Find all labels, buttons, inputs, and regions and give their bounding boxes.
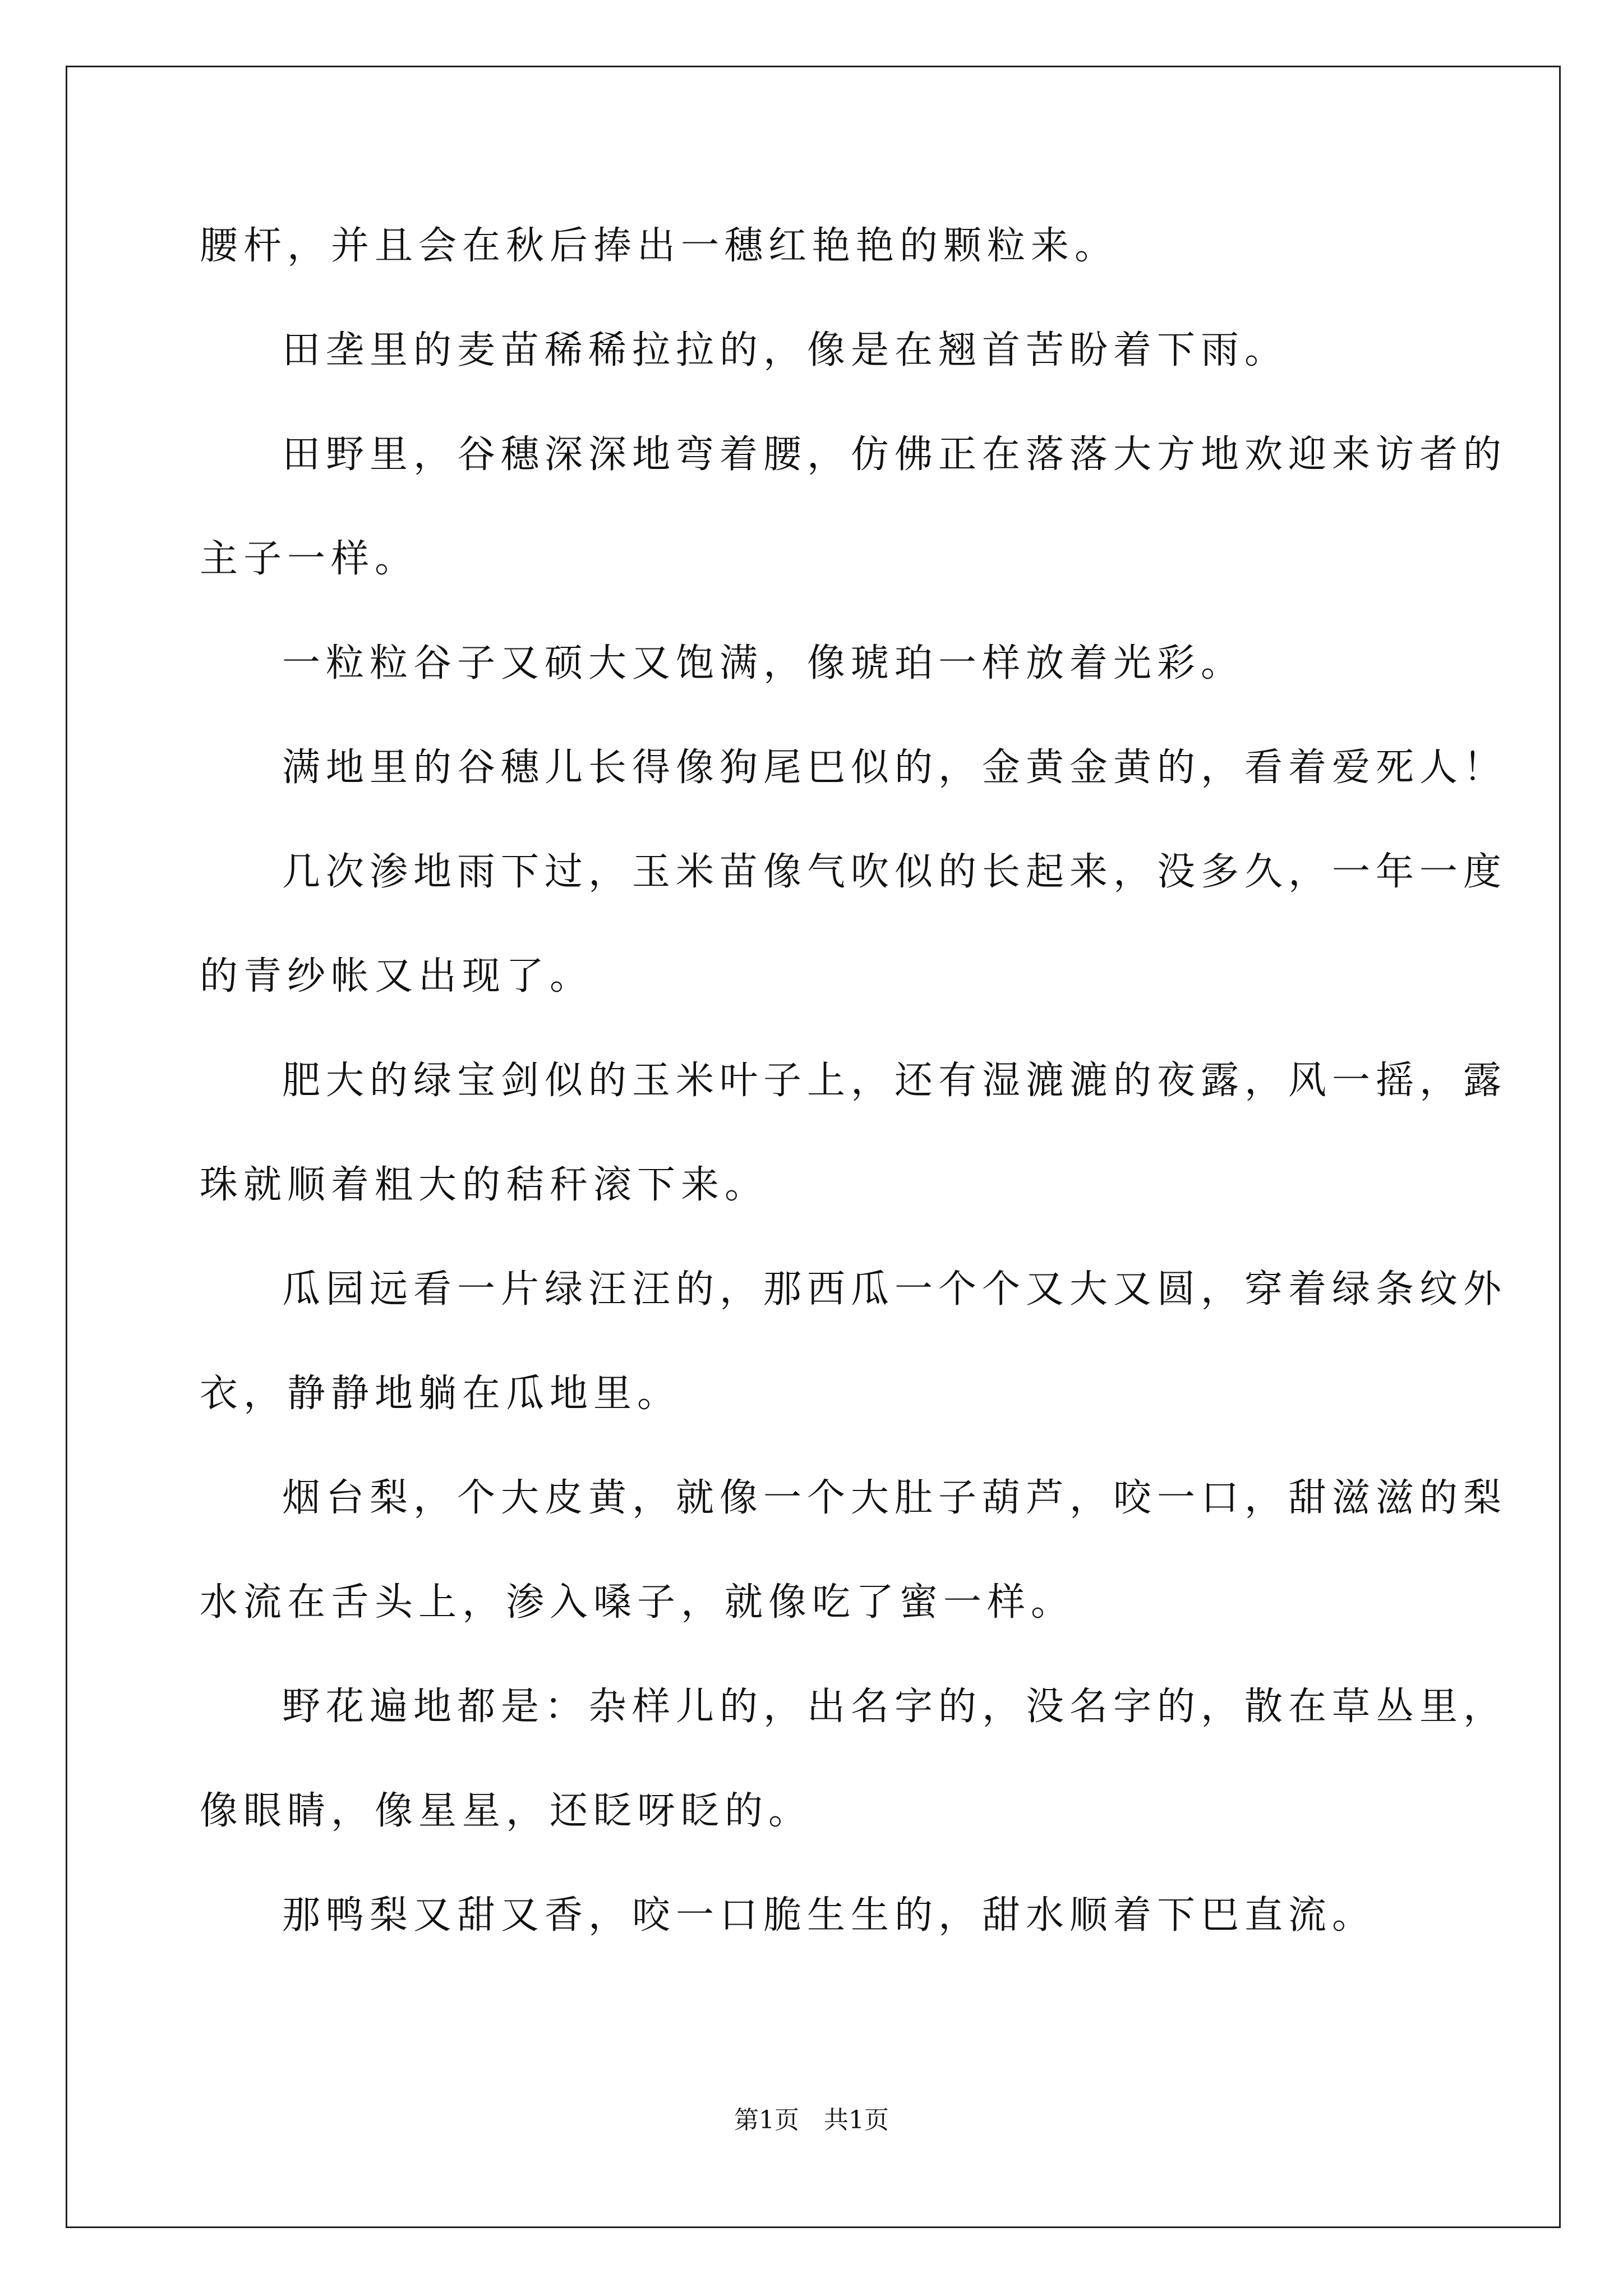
text-line: 腰杆，并且会在秋后捧出一穗红艳艳的颗粒来。 <box>200 224 1119 268</box>
text-line: 瓜园远看一片绿汪汪的，那西瓜一个个又大又圆，穿着绿条纹外 <box>282 1267 1507 1312</box>
text-line: 像眼睛，像星星，还眨呀眨的。 <box>200 1789 813 1833</box>
text-line: 烟台梨，个大皮黄，就像一个大肚子葫芦，咬一口，甜滋滋的梨 <box>282 1476 1507 1520</box>
page-footer <box>0 2104 1623 2137</box>
text-line: 满地里的谷穗儿长得像狗尾巴似的，金黄金黄的，看着爱死人！ <box>282 746 1507 790</box>
text-line: 田垄里的麦苗稀稀拉拉的，像是在翘首苦盼着下雨。 <box>282 328 1289 372</box>
text-line: 那鸭梨又甜又香，咬一口脆生生的，甜水顺着下巴直流。 <box>282 1893 1376 1938</box>
text-line: 野花遍地都是：杂样儿的，出名字的，没名字的，散在草丛里， <box>282 1685 1507 1729</box>
text-line: 一粒粒谷子又硕大又饱满，像琥珀一样放着光彩。 <box>282 641 1245 685</box>
text-line: 的青纱帐又出现了。 <box>200 954 594 999</box>
text-line: 肥大的绿宝剑似的玉米叶子上，还有湿漉漉的夜露，风一摇，露 <box>282 1059 1507 1103</box>
text-line: 水流在舌头上，渗入嗓子，就像吃了蜜一样。 <box>200 1580 1075 1625</box>
text-line: 主子一样。 <box>200 537 419 581</box>
text-line: 衣，静静地躺在瓜地里。 <box>200 1372 681 1416</box>
text-line: 田野里，谷穗深深地弯着腰，仿佛正在落落大方地欢迎来访者的 <box>282 432 1507 477</box>
text-line: 珠就顺着粗大的秸秆滚下来。 <box>200 1163 769 1207</box>
page-number-label: 第1页 共1页 <box>734 2106 889 2134</box>
text-line: 几次渗地雨下过，玉米苗像气吹似的长起来，没多久，一年一度 <box>282 850 1507 894</box>
